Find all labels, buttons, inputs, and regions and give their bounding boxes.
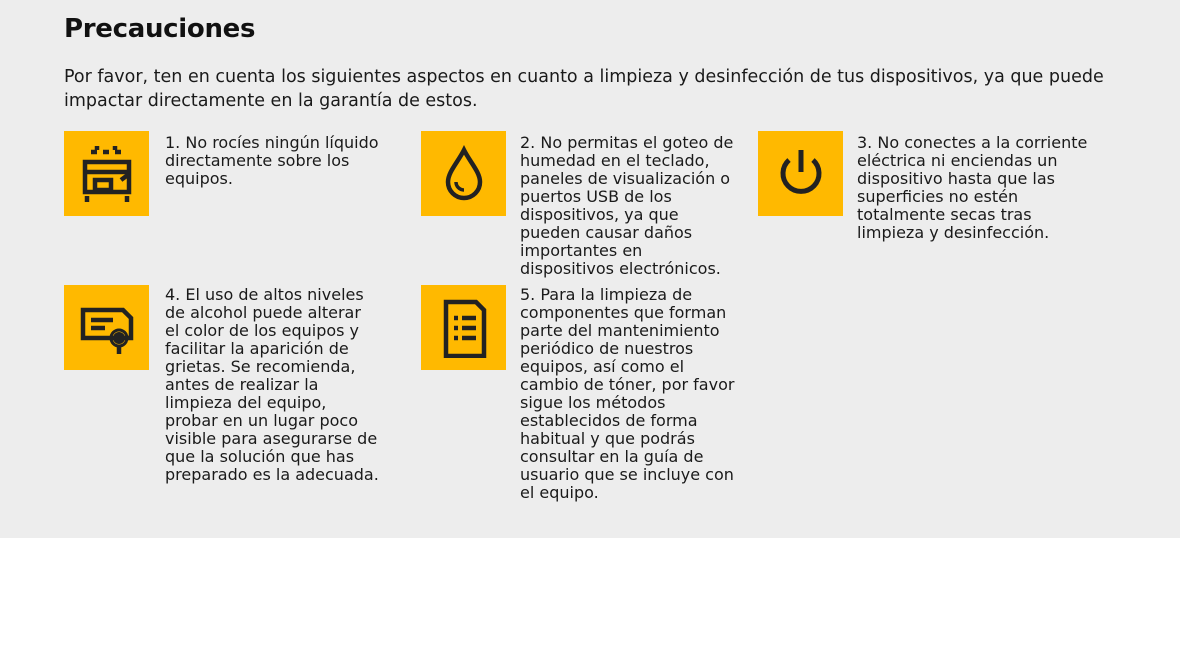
certificate-icon <box>64 285 149 370</box>
document-list-icon <box>421 285 506 370</box>
precaution-text: 5. Para la limpieza de componentes que forman parte del mantenimiento periódico de nuestros equipos, así como el cambio de tóner, por favor sigue los métodos establecidos de forma habitual y que podrás consultar en la guía de usuario que se incluye con el equipo. <box>520 285 735 502</box>
section-title: Precauciones <box>64 14 256 44</box>
drop-icon <box>421 131 506 216</box>
printer-icon <box>64 131 149 216</box>
power-icon <box>758 131 843 216</box>
precaution-text: 1. No rocíes ningún líquido directamente sobre los equipos. <box>165 133 379 188</box>
precaution-text: 2. No permitas el goteo de humedad en el teclado, paneles de visualización o puertos USB de los dispositivos, ya que pueden causar daños importantes en dispositivos electrónicos. <box>520 133 734 278</box>
precaution-text: 3. No conectes a la corriente eléctrica ni enciendas un dispositivo hasta que las superficies no estén totalmente secas tras limpieza y desinfección. <box>857 133 1088 242</box>
precaution-text: 4. El uso de altos niveles de alcohol puede alterar el color de los equipos y facilitar la aparición de grietas. Se recomienda, antes de realizar la limpieza del equipo, probar en un lugar poco visible para asegurarse de que la solución que has preparado es la adecuada. <box>165 285 379 484</box>
section-intro: Por favor, ten en cuenta los siguientes aspectos en cuanto a limpieza y desinfección de tus dispositivos, ya que puede impactar directamente en la garantía de estos. <box>64 67 1104 111</box>
